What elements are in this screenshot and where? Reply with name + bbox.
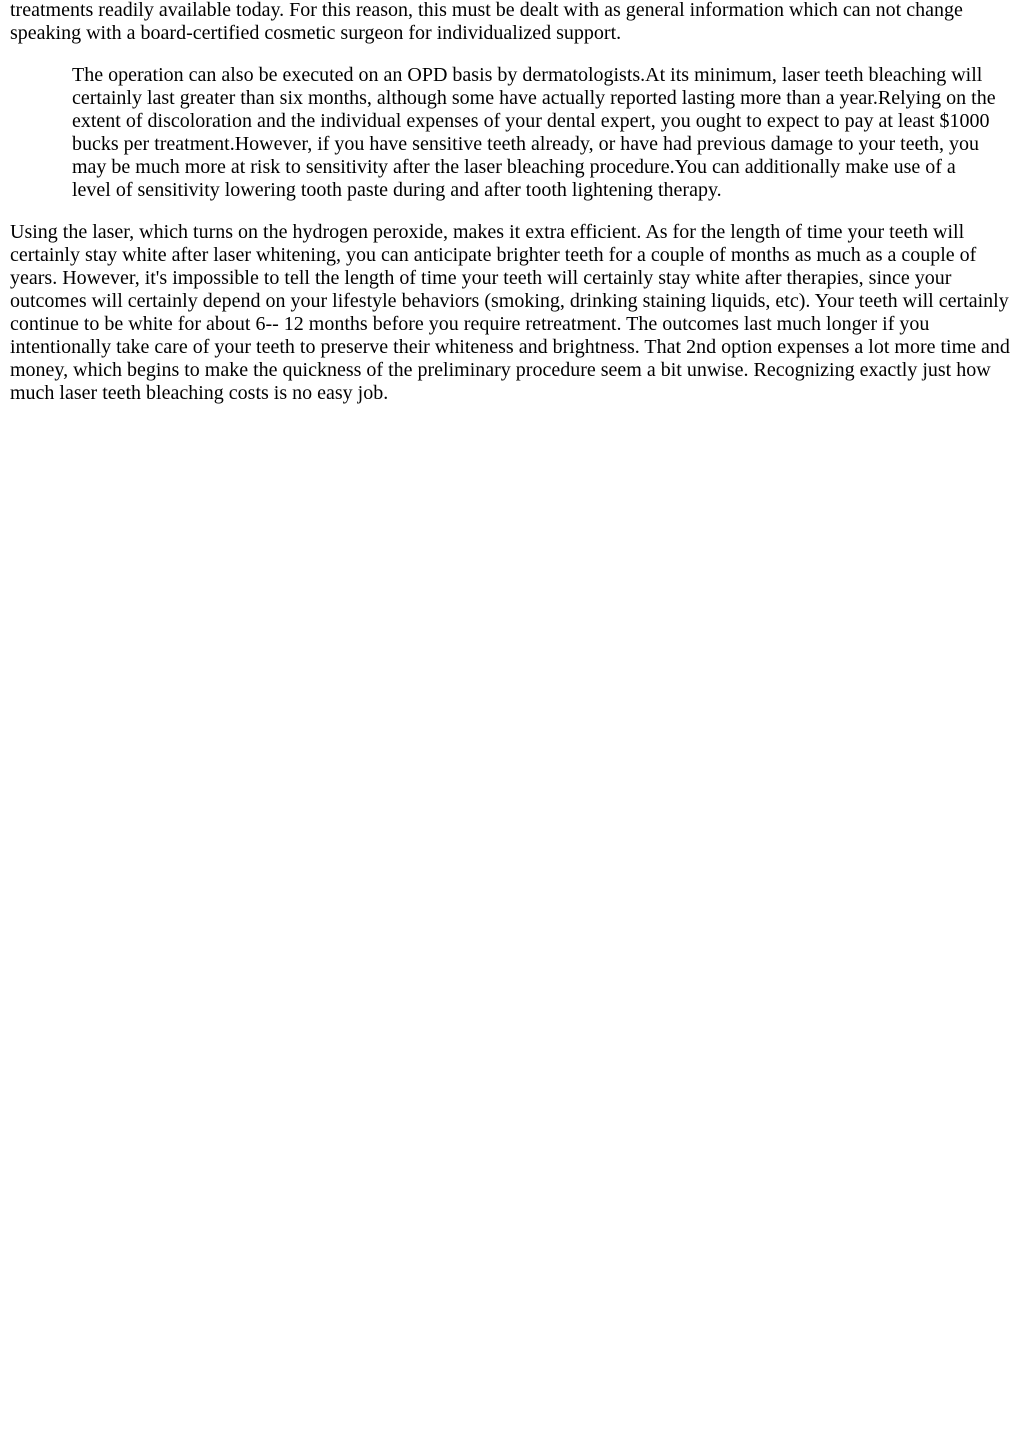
paragraph-laser-whitening: Using the laser, which turns on the hydrogen peroxide, makes it extra efficient. As for the length of time your teeth will certainly stay white after laser whitening, you can anticipate brighter teeth for a couple of months as much as a couple of years. However, it's impossible to tell the length of time your teeth will certainly stay white after therapies, since your outcomes will certainly depend on your lifestyle behaviors (smoking, drinking staining liquids, etc). Your teeth will certainly continue to be white for about 6-- 12 months before you require retreatment. The outcomes last much longer if you intentionally take care of your teeth to preserve their whiteness and brightness. That 2nd option expenses a lot more time and money, which begins to make the quickness of the preliminary procedure seem a bit unwise. Recognizing exactly just how much laser teeth bleaching costs is no easy job.: [10, 221, 1010, 404]
blockquote-laser-bleaching: The operation can also be executed on an OPD basis by dermatologists.At its minimum, laser teeth bleaching will certainly last greater than six months, although some have actually reported lasting more than a year.Relying on the extent of discoloration and the individual expenses of your dental expert, you ought to expect to pay at least $1000 bucks per treatment.However, if you have sensitive teeth already, or have had previous damage to your teeth, you may be much more at risk to sensitivity after the laser bleaching procedure.You can additionally make use of a level of sensitivity lowering tooth paste during and after tooth lightening therapy.: [72, 64, 996, 201]
paragraph-intro: treatments readily available today. For this reason, this must be dealt with as general information which can not change speaking with a board-certified cosmetic surgeon for individualized support.: [10, 0, 963, 44]
article-body: [0, 0, 1024, 405]
